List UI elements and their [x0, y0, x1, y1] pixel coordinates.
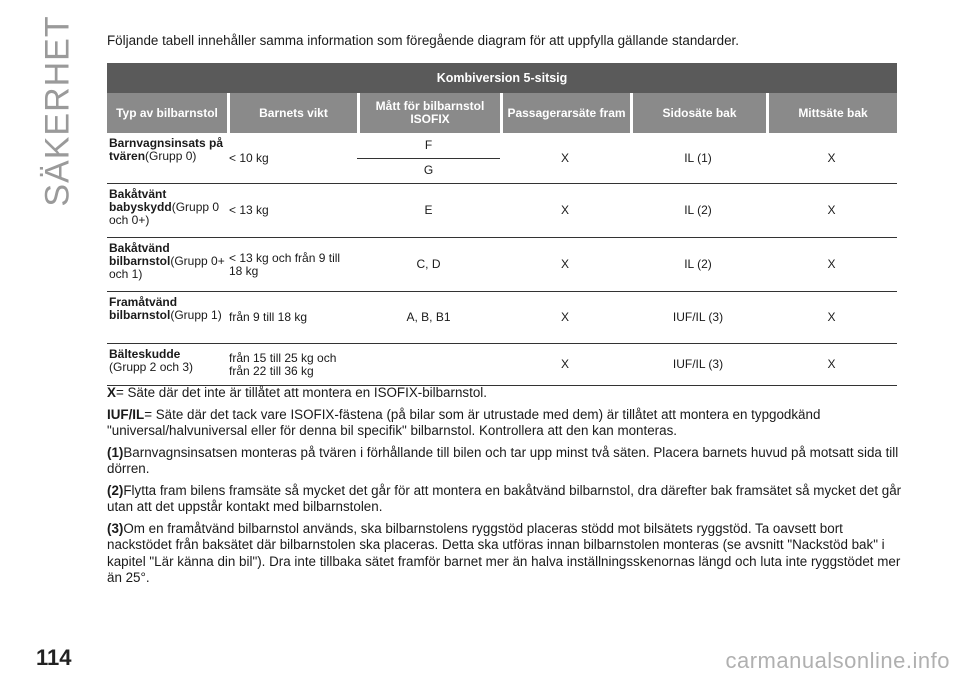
cell-weight: från 15 till 25 kg och från 22 till 36 kg — [229, 350, 337, 378]
header-side: Sidosäte bak — [633, 93, 766, 133]
note-item — [107, 385, 907, 402]
cell-isofix: E — [424, 203, 433, 217]
table-header-row — [107, 93, 897, 133]
table-row — [107, 184, 897, 238]
header-front: Passagerarsäte fram — [503, 93, 630, 133]
note-key: (2) — [107, 482, 124, 498]
note-text: Flytta fram bilens framsäte så mycket det går för att montera en bakåtvänd bilbarnstol, dra därefter bak framsätet så mycket det går utan att det uppstår kontakt med bilbarnstolen. — [107, 482, 902, 514]
table-row — [107, 133, 897, 184]
cell-isofix: A, B, B1 — [406, 310, 451, 324]
cell-front: X — [560, 150, 569, 165]
note-item — [107, 445, 907, 478]
cell-front: X — [560, 203, 569, 217]
section-title-text: SÄKERHET — [38, 15, 77, 207]
cell-type — [107, 292, 227, 343]
watermark: carmanualsonline.info — [725, 648, 950, 673]
note-text: = Säte där det inte är tillåtet att montera en ISOFIX-bilbarnstol. — [115, 385, 487, 400]
header-weight: Barnets vikt — [230, 93, 357, 133]
cell-middle: X — [827, 310, 836, 324]
note-text: Barnvagnsinsatsen monteras på tvären i förhållande till bilen och tar upp minst två säten. Placera barnets huvud på motsatt sida till dörren. — [107, 444, 899, 476]
type-rest: (Grupp 0 och 0+) — [109, 200, 220, 227]
cell-middle: X — [827, 150, 836, 165]
note-item — [107, 521, 907, 587]
cell-side: IL (1) — [684, 150, 712, 165]
page-number: 114 — [36, 645, 72, 670]
cell-isofix: C, D — [416, 257, 441, 271]
note-text: Om en framåtvänd bilbarnstol används, ska bilbarnstolens ryggstöd placeras stödd mot bilsätets ryggstöd. Ta oavsett bort nackstödet från baksätet där bilbarnstolen ska placeras. Detta ska utföras innan bilbarnstolen monteras (se avsnitt "Nackstöd bak" i kapitel "Lär känna din bil"). Dra inte tillbaka sätet framför barnet mer än halva inställningsskenornas längd och luta inte ryggstödet mer än 25°. — [107, 520, 901, 585]
section-title-vertical — [28, 15, 88, 207]
cell-weight: från 9 till 18 kg — [229, 310, 308, 324]
cell-front: X — [560, 310, 569, 324]
note-text: = Säte där det tack vare ISOFIX-fästena (på bilar som är utrustade med dem) är tillåtet att montera en typgodkänd "universal/halvuniversal eller för denna bil specifik" bilbarnstol. Kontrollera att den kan monteras. — [107, 406, 821, 438]
cell-weight: < 13 kg — [229, 203, 269, 217]
header-isofix: Mått för bilbarnstol ISOFIX — [360, 93, 500, 133]
type-bold: Bakåtvänt babyskydd — [109, 187, 172, 214]
isofix-top: F — [424, 137, 433, 152]
cell-type — [107, 184, 227, 237]
type-rest: (Grupp 2 och 3) — [109, 360, 194, 374]
type-rest: (Grupp 0) — [145, 149, 197, 163]
cell-middle: X — [827, 203, 836, 217]
cell-middle: X — [827, 257, 836, 271]
note-key: (3) — [107, 520, 124, 536]
table-row — [107, 238, 897, 292]
type-rest: (Grupp 1) — [170, 308, 222, 322]
note-item — [107, 483, 907, 516]
header-middle: Mittsäte bak — [769, 93, 897, 133]
cell-middle: X — [827, 357, 836, 371]
cell-weight: < 10 kg — [229, 150, 269, 165]
type-bold: Barnvagnsinsats på tvären — [109, 136, 224, 163]
notes-section — [107, 385, 907, 592]
note-item — [107, 407, 907, 440]
note-key: (1) — [107, 444, 124, 460]
type-rest: (Grupp 0+ och 1) — [109, 254, 225, 281]
cell-front: X — [560, 357, 569, 371]
table-row — [107, 292, 897, 344]
type-bold: Framåtvänd bilbarnstol — [109, 295, 178, 322]
cell-side: IL (2) — [684, 203, 712, 217]
isofix-bottom: G — [423, 163, 434, 178]
type-bold: Bakåtvänd bilbarnstol — [109, 241, 171, 268]
cell-side: IL (2) — [684, 257, 712, 271]
cell-isofix — [357, 344, 500, 385]
cell-side: IUF/IL (3) — [672, 310, 724, 324]
note-key: IUF/IL — [107, 406, 145, 422]
cell-isofix — [357, 133, 500, 183]
cell-type — [107, 133, 227, 183]
type-bold: Bälteskudde — [109, 347, 181, 361]
cell-front: X — [560, 257, 569, 271]
cell-weight: < 13 kg och från 9 till 18 kg — [229, 250, 341, 278]
cell-side: IUF/IL (3) — [672, 357, 724, 371]
table-row — [107, 344, 897, 386]
header-type: Typ av bilbarnstol — [107, 93, 227, 133]
isofix-table — [107, 63, 897, 386]
cell-type — [107, 238, 227, 291]
intro-paragraph: Följande tabell innehåller samma information som föregående diagram för att uppfylla gällande standarder. — [107, 33, 739, 48]
table-title: Kombiversion 5-sitsig — [107, 63, 897, 93]
cell-type — [107, 344, 227, 385]
note-key: X — [107, 385, 116, 400]
